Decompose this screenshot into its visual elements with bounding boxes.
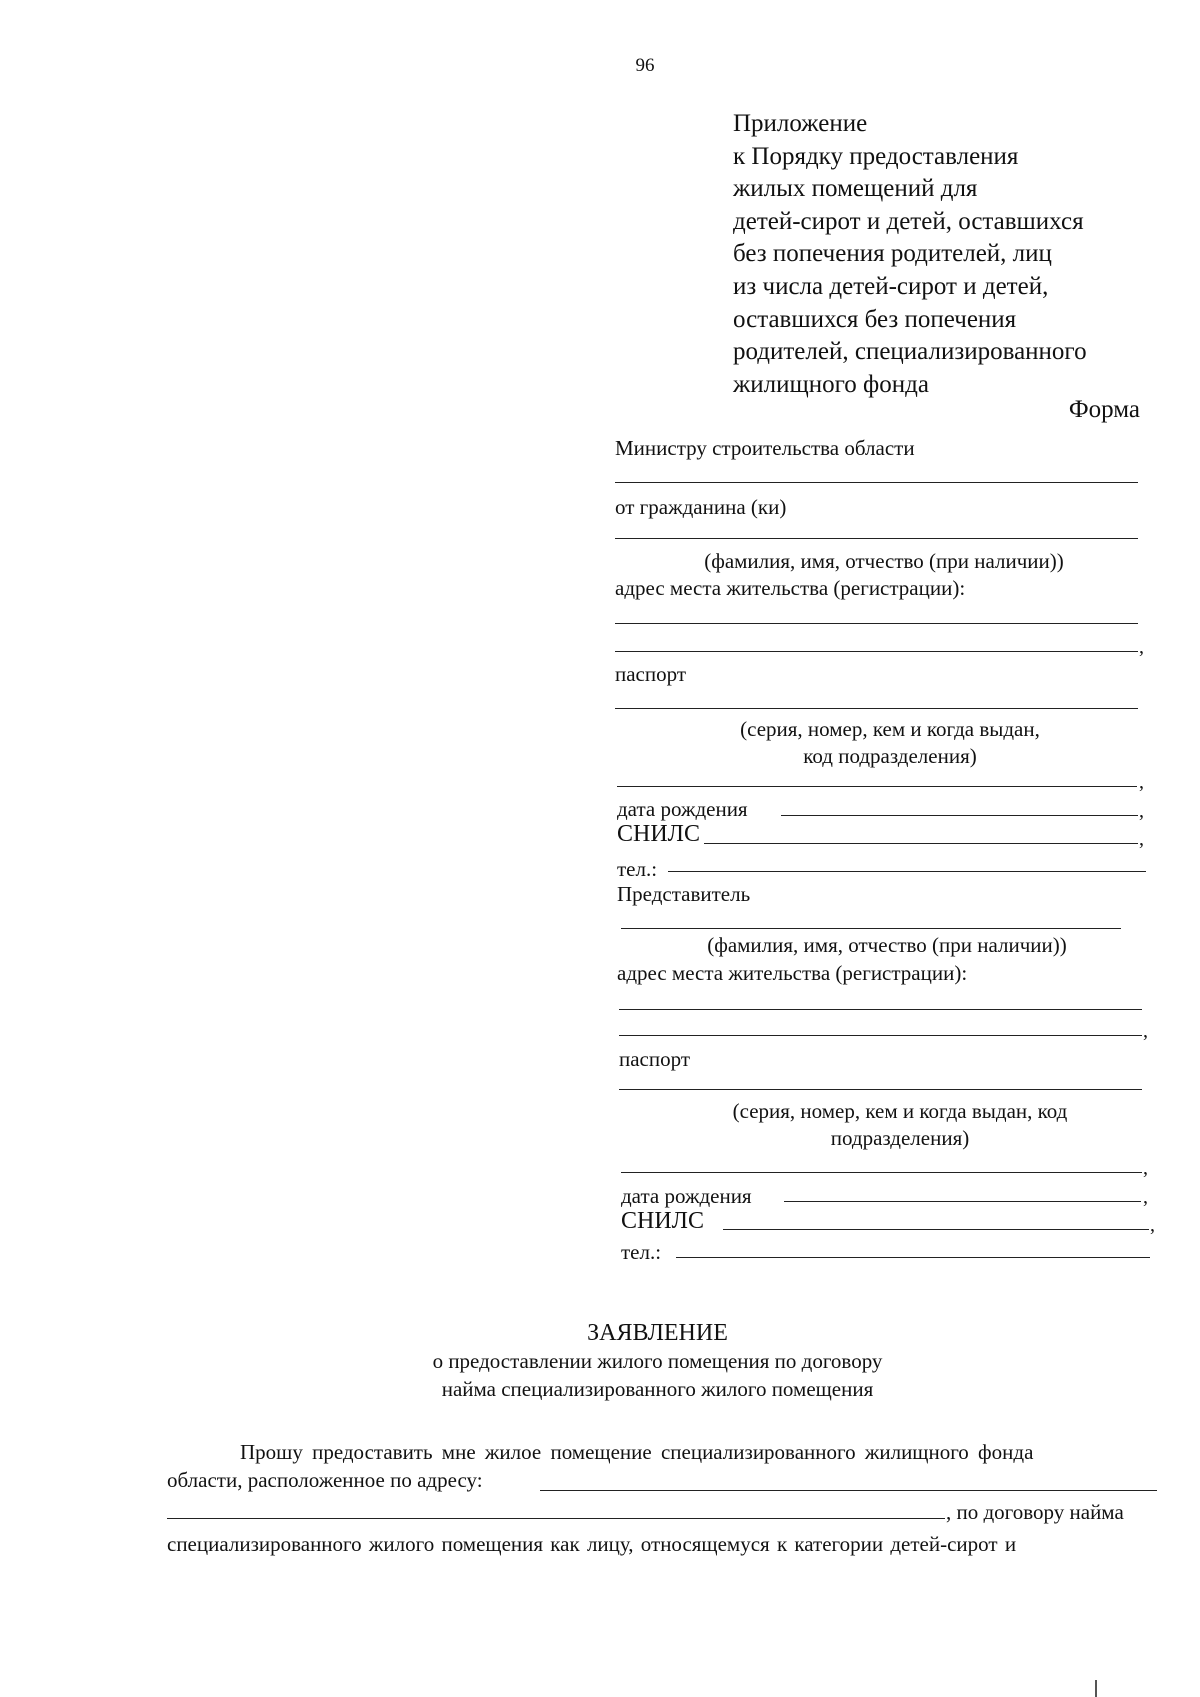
statement-title: ЗАЯВЛЕНИЕ [587,1320,728,1346]
statement-subtitle [370,1347,945,1403]
appendix-line: из числа детей-сирот и детей, [733,272,1049,300]
representative-address-blank-line-1[interactable] [619,1009,1142,1010]
comma-mark: , [1139,828,1144,850]
representative-birth-label: дата рождения [621,1184,752,1208]
representative-passport-blank-line[interactable] [619,1089,1142,1090]
citizen-birth-blank-line[interactable] [781,815,1138,816]
representative-passport-hint-1: (серия, номер, кем и когда выдан, код [732,1099,1068,1123]
statement-line-2: области, расположенное по адресу: [167,1468,483,1492]
representative-tel-label: тел.: [621,1240,662,1264]
representative-address-blank-line-2[interactable] [619,1035,1142,1036]
representative-address-label: адрес места жительства (регистрации): [617,961,968,985]
citizen-tel-blank-line[interactable] [668,871,1146,872]
citizen-name-blank-line[interactable] [615,538,1138,539]
representative-passport-hint-2: подразделения) [830,1126,970,1150]
representative-birth-blank-line[interactable] [784,1201,1141,1202]
statement-line-3: , по договору найма [946,1500,1124,1524]
citizen-passport-label: паспорт [615,662,687,686]
statement-line-1: Прошу предоставить мне жилое помещение специализированного жилищного фонда [240,1440,1034,1464]
representative-snils-blank-line[interactable] [723,1229,1149,1230]
comma-mark: , [1143,1157,1148,1179]
representative-name-hint: (фамилия, имя, отчество (при наличии)) [707,933,1067,957]
statement-address-blank-line-2[interactable] [167,1518,945,1519]
citizen-address-blank-line-2[interactable] [615,651,1138,652]
statement-line-4: специализированного жилого помещения как лицу, относящемуся к категории детей-сирот и [167,1532,1017,1556]
appendix-line: детей-сирот и детей, оставшихся [733,207,1084,235]
appendix-line: родителей, специализированного [733,338,1087,366]
comma-mark: , [1143,1020,1148,1042]
appendix-line: без попечения родителей, лиц [733,240,1052,268]
representative-passport-blank-line-2[interactable] [621,1172,1142,1173]
appendix-line: Приложение [733,110,868,137]
appendix-line: жилищного фонда [733,370,929,398]
representative-label: Представитель [617,882,751,906]
representative-passport-label: паспорт [619,1047,691,1071]
appendix-line: оставшихся без попечения [733,305,1017,333]
comma-mark: , [1139,800,1144,822]
citizen-name-hint: (фамилия, имя, отчество (при наличии)) [704,549,1064,573]
representative-snils-label: СНИЛС [621,1208,704,1234]
comma-mark: , [1139,771,1144,793]
from-citizen-label: от гражданина (ки) [615,495,787,519]
statement-subtitle-line-1: о предоставлении жилого помещения по договору [432,1349,883,1373]
appendix-line: жилых помещений для [733,175,978,203]
citizen-passport-blank-line-2[interactable] [617,786,1137,787]
form-label: Форма [1068,396,1140,423]
appendix-line: к Порядку предоставления [733,142,1019,170]
comma-mark: , [1139,636,1144,658]
comma-mark: , [1143,1186,1148,1208]
scan-edge-mark [1095,1680,1097,1697]
addressee-to: Министру строительства области [615,436,915,460]
representative-tel-blank-line[interactable] [676,1257,1150,1258]
appendix-block [733,108,1087,401]
citizen-passport-hint-1: (серия, номер, кем и когда выдан, [740,717,1040,741]
citizen-passport-hint-2: код подразделения) [803,744,977,768]
citizen-address-label: адрес места жительства (регистрации): [615,576,966,600]
addressee-blank-line[interactable] [615,482,1138,483]
citizen-snils-blank-line[interactable] [704,843,1138,844]
citizen-tel-label: тел.: [617,857,658,881]
comma-mark: , [1150,1214,1155,1236]
citizen-address-blank-line-1[interactable] [615,623,1138,624]
representative-name-blank-line[interactable] [621,928,1121,929]
citizen-passport-blank-line[interactable] [615,708,1138,709]
citizen-birth-label: дата рождения [617,797,748,821]
citizen-snils-label: СНИЛС [617,821,700,847]
page-number: 96 [635,55,655,76]
statement-address-blank-line[interactable] [540,1490,1157,1491]
statement-subtitle-line-2: найма специализированного жилого помещения [441,1377,874,1401]
